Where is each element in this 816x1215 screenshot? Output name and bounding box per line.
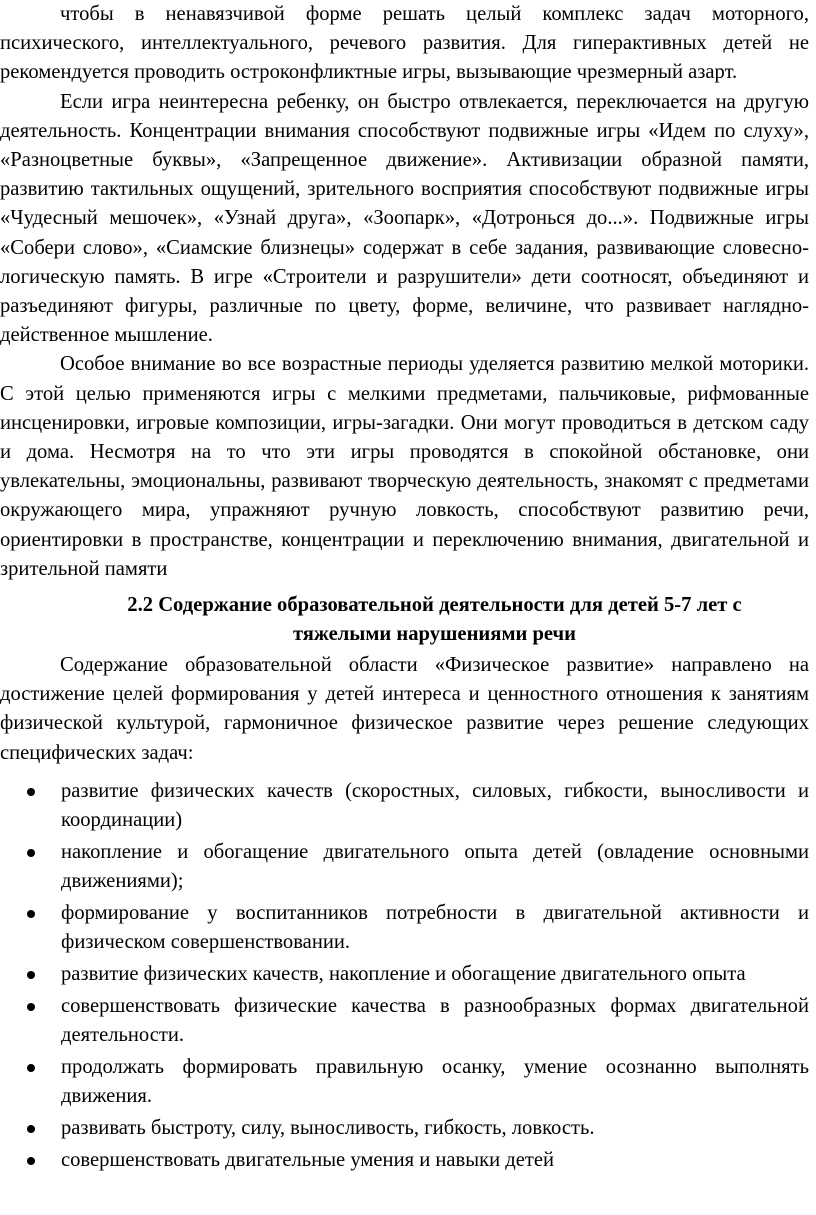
bullet-icon — [27, 1125, 35, 1133]
list-item — [0, 1146, 809, 1175]
list-item-text: формирование у воспитанников потребности в двигательной активности и физическом совершенствовании. — [61, 901, 809, 953]
list-item — [0, 992, 809, 1050]
section-heading-line1: 2.2 Содержание образовательной деятельности для детей 5-7 лет с — [127, 594, 742, 617]
section-heading-line2: тяжелыми нарушениями речи — [292, 623, 577, 646]
list-item-text: совершенствовать физические качества в разнообразных формах двигательной деятельности. — [61, 994, 809, 1046]
bullet-icon — [27, 1003, 35, 1011]
paragraph-continuation: чтобы в ненавязчивой форме решать целый комплекс задач моторного, психического, интеллектуального, речевого развития. Для гиперактивных детей не рекомендуется проводить остроконфликтные игры, вызывающие чрезмерный азарт. — [0, 3, 809, 84]
list-item-text: накопление и обогащение двигательного опыта детей (овладение основными движениями); — [61, 840, 809, 892]
list-item-text: совершенствовать двигательные умения и навыки детей — [61, 1148, 555, 1171]
bullet-icon — [27, 971, 35, 979]
list-item — [0, 777, 809, 835]
bullet-icon — [27, 1157, 35, 1165]
section-heading — [0, 591, 809, 649]
bullet-icon — [27, 849, 35, 857]
list-item-text: развитие физических качеств, накопление и обогащение двигательного опыта — [61, 962, 746, 985]
list-item — [0, 960, 809, 989]
list-item — [0, 899, 809, 957]
tasks-list — [0, 777, 809, 1175]
list-item-text: развитие физических качеств (скоростных, силовых, гибкости, выносливости и координации) — [61, 779, 809, 831]
list-item — [0, 1114, 809, 1143]
list-item-text: продолжать формировать правильную осанку, умение осознанно выполнять движения. — [61, 1055, 809, 1107]
list-item — [0, 838, 809, 896]
list-item — [0, 1053, 809, 1111]
bullet-icon — [27, 788, 35, 796]
paragraph-game-attention: Если игра неинтересна ребенку, он быстро отвлекается, переключается на другую деятельность. Концентрации внимания способствуют подвижные игры «Идем по слуху», «Разноцветные буквы», «Запрещенное движение». Активизации образной памяти, развитию тактильных ощущений, зрительного восприятия способствуют подвижные игры «Чудесный мешочек», «Узнай друга», «Зоопарк», «Дотронься до...». Подвижные игры «Собери слово», «Сиамские близнецы» содержат в себе задания, развивающие словесно-логическую память. В игре «Строители и разрушители» дети соотносят, объединяют и разъединяют фигуры, различные по цвету, форме, величине, что развивает наглядно-действенное мышление. — [0, 90, 809, 347]
bullet-icon — [27, 1064, 35, 1072]
list-item-text: развивать быстроту, силу, выносливость, гибкость, ловкость. — [61, 1116, 595, 1139]
paragraph-fine-motor: Особое внимание во все возрастные периоды уделяется развитию мелкой моторики. С этой целью применяются игры с мелкими предметами, пальчиковые, рифмованные инсценировки, игровые композиции, игры-загадки. Они могут проводиться в детском саду и дома. Несмотря на то что эти игры проводятся в спокойной обстановке, они увлекательны, эмоциональны, развивают творческую деятельность, знакомят с предметами окружающего мира, упражняют ручную ловкость, способствуют развитию речи, ориентировки в пространстве, концентрации и переключению внимания, двигательной и зрительной памяти — [0, 353, 809, 580]
bullet-icon — [27, 910, 35, 918]
paragraph-physical-development: Содержание образовательной области «Физическое развитие» направлено на достижение целей формирования у детей интереса и ценностного отношения к занятиям физической культурой, гармоничное физическое развитие через решение следующих специфических задач: — [0, 654, 809, 764]
